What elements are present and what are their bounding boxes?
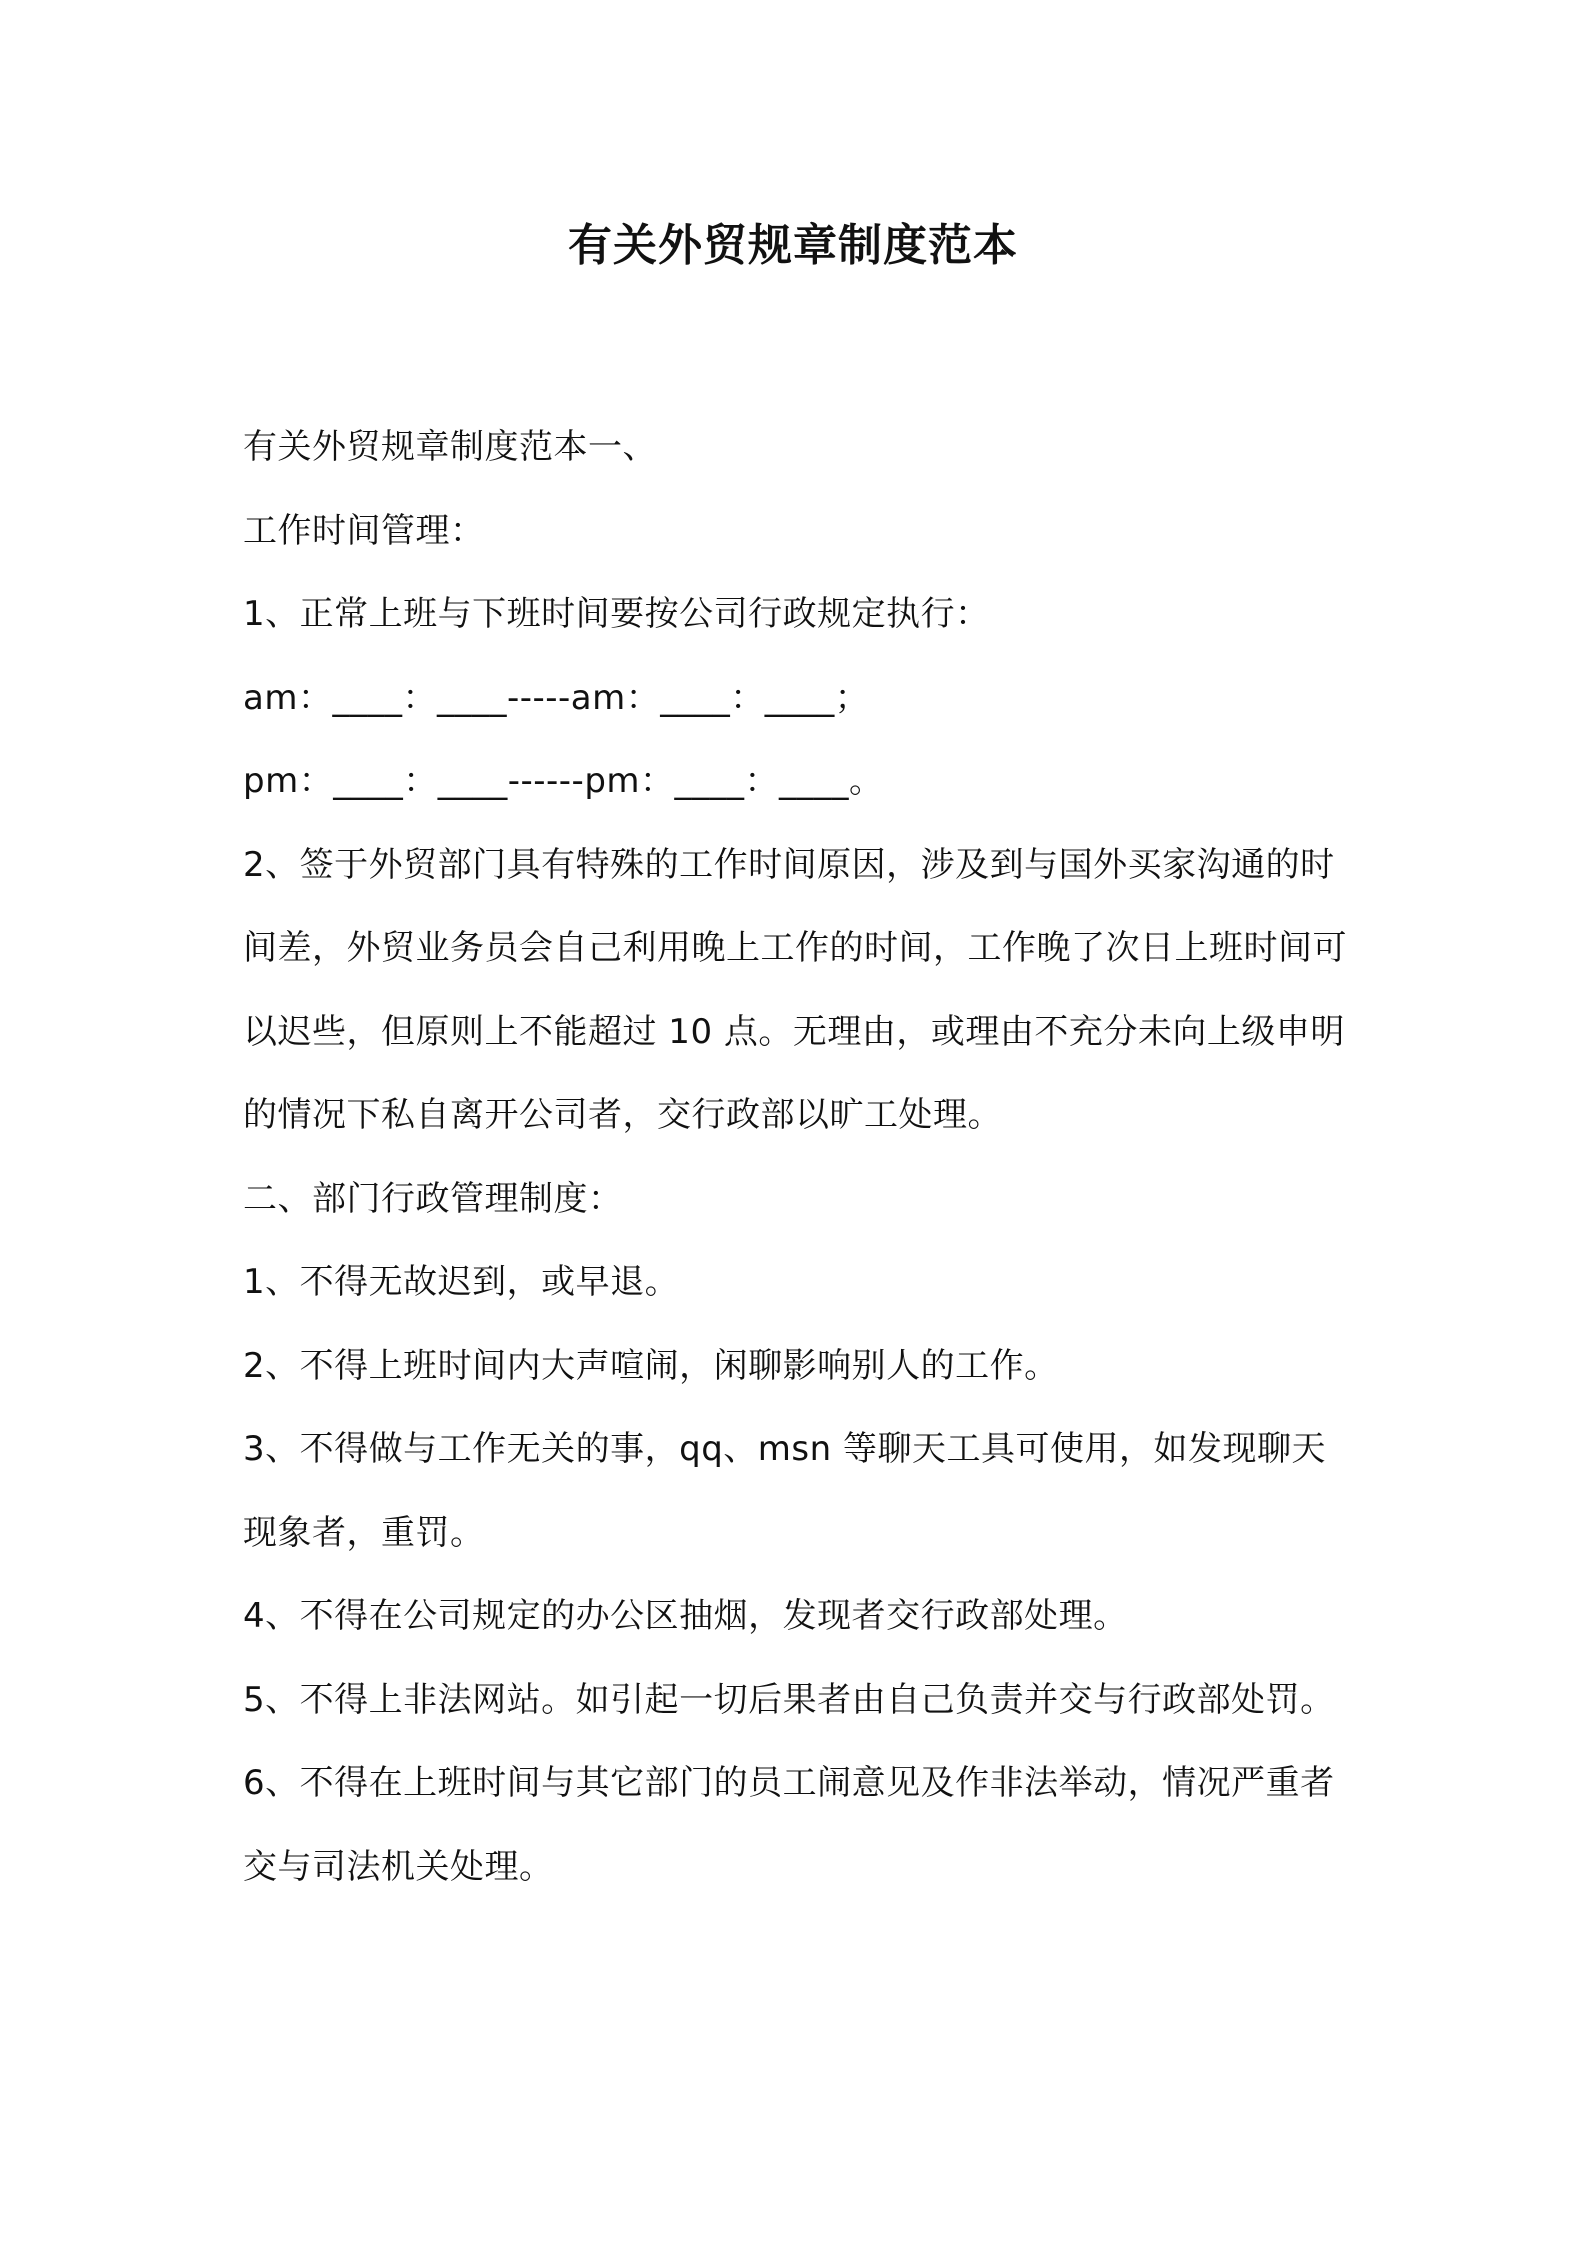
rule-paragraph: 2、不得上班时间内大声喧闹，闲聊影响别人的工作。	[243, 1345, 1059, 1386]
document-title: 有关外贸规章制度范本	[568, 220, 1018, 271]
section-heading: 二、部门行政管理制度：	[243, 1178, 623, 1219]
rule-paragraph: 5、不得上非法网站。如引起一切后果者由自己负责并交与行政部处罚。	[243, 1679, 1335, 1720]
section-heading: 有关外贸规章制度范本一、	[243, 427, 657, 467]
document-body	[243, 406, 1355, 1909]
rule-paragraph: 2、签于外贸部门具有特殊的工作时间原因，涉及到与国外买家沟通的时间差，外贸业务员会自己利用晚上工作的时间，工作晚了次日上班时间可以迟些，但原则上不能超过 10 点。无理由，或理由不充分未向上级申明的情况下私自离开公司者，交行政部以旷工处理。	[243, 844, 1347, 1135]
rule-paragraph: 3、不得做与工作无关的事，qq、msn 等聊天工具可使用，如发现聊天现象者，重罚。	[243, 1429, 1326, 1553]
rule-paragraph: 1、不得无故迟到，或早退。	[243, 1262, 680, 1302]
rule-paragraph: 6、不得在上班时间与其它部门的员工闹意见及作非法举动，情况严重者交与司法机关处理。	[243, 1763, 1335, 1887]
rule-paragraph: 1、正常上班与下班时间要按公司行政规定执行：	[243, 594, 990, 634]
am-time-line: am：____：____-----am：____：____；	[243, 677, 870, 718]
subsection-heading: 工作时间管理：	[243, 510, 485, 551]
pm-time-line: pm：____：____------pm：____：____。	[243, 761, 884, 801]
rule-paragraph: 4、不得在公司规定的办公区抽烟，发现者交行政部处理。	[243, 1596, 1128, 1636]
